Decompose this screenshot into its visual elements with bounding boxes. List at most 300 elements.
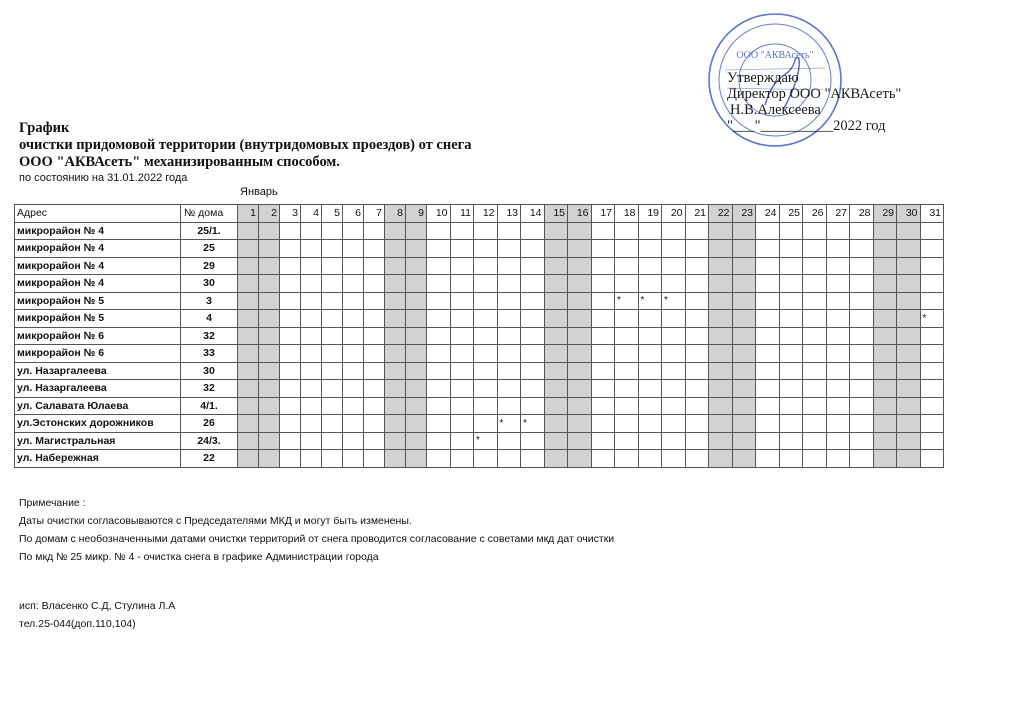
day-cell <box>850 292 874 310</box>
day-cell <box>259 397 280 415</box>
day-cell <box>385 432 406 450</box>
title-line-1: График <box>19 120 70 136</box>
notes-line-3: По мкд № 25 микр. № 4 - очистка снега в графике Администрации города <box>19 551 379 563</box>
title-line-2: очистки придомовой территории (внутридомовых проездов) от снега <box>19 137 472 153</box>
day-cell <box>756 292 780 310</box>
day-cell <box>450 397 474 415</box>
day-cell <box>638 450 662 468</box>
day-cell <box>450 415 474 433</box>
day-cell <box>591 275 615 293</box>
header-day: 23 <box>732 205 756 223</box>
day-cell <box>756 310 780 328</box>
day-cell <box>920 240 944 258</box>
day-cell <box>920 345 944 363</box>
day-cell <box>301 310 322 328</box>
day-cell <box>301 222 322 240</box>
day-cell <box>301 327 322 345</box>
day-cell <box>322 327 343 345</box>
day-cell <box>803 432 827 450</box>
day-cell <box>920 450 944 468</box>
day-cell <box>385 380 406 398</box>
day-cell <box>406 222 427 240</box>
day-cell <box>521 380 545 398</box>
day-cell <box>280 397 301 415</box>
header-day: 27 <box>826 205 850 223</box>
day-cell <box>544 432 568 450</box>
day-cell <box>343 362 364 380</box>
day-cell <box>850 415 874 433</box>
day-cell <box>322 310 343 328</box>
day-cell <box>615 327 639 345</box>
header-day: 14 <box>521 205 545 223</box>
day-cell <box>322 275 343 293</box>
document-title <box>19 120 471 184</box>
house-number-cell: 25/1. <box>181 222 238 240</box>
day-cell <box>803 327 827 345</box>
header-day: 6 <box>343 205 364 223</box>
day-cell <box>568 415 592 433</box>
day-cell <box>238 275 259 293</box>
day-cell <box>521 327 545 345</box>
day-cell <box>897 362 921 380</box>
address-cell: ул. Назаргалеева <box>15 362 181 380</box>
day-cell <box>364 327 385 345</box>
day-cell <box>406 415 427 433</box>
day-cell <box>756 275 780 293</box>
header-day: 8 <box>385 205 406 223</box>
day-cell <box>803 292 827 310</box>
day-cell <box>779 380 803 398</box>
day-cell <box>873 292 897 310</box>
header-day: 18 <box>615 205 639 223</box>
day-cell <box>322 432 343 450</box>
approval-block <box>727 70 901 134</box>
day-cell <box>497 362 521 380</box>
day-cell <box>803 397 827 415</box>
day-cell <box>544 362 568 380</box>
day-cell <box>638 327 662 345</box>
day-cell <box>238 397 259 415</box>
day-cell <box>568 240 592 258</box>
table-row <box>15 275 944 293</box>
day-cell <box>897 397 921 415</box>
house-number-cell: 4/1. <box>181 397 238 415</box>
day-cell <box>301 345 322 363</box>
day-cell <box>850 380 874 398</box>
day-cell <box>756 362 780 380</box>
day-cell <box>544 327 568 345</box>
header-day: 17 <box>591 205 615 223</box>
house-number-cell: 29 <box>181 257 238 275</box>
day-cell <box>920 257 944 275</box>
cleaning-mark-cell: * <box>638 292 662 310</box>
day-cell <box>709 240 733 258</box>
day-cell <box>544 257 568 275</box>
day-cell <box>544 345 568 363</box>
month-label: Январь <box>240 186 278 198</box>
address-cell: микрорайон № 5 <box>15 310 181 328</box>
header-day: 1 <box>238 205 259 223</box>
day-cell <box>385 415 406 433</box>
day-cell <box>638 397 662 415</box>
day-cell <box>638 222 662 240</box>
day-cell <box>343 240 364 258</box>
day-cell <box>591 450 615 468</box>
day-cell <box>406 345 427 363</box>
day-cell <box>732 415 756 433</box>
address-cell: микрорайон № 4 <box>15 240 181 258</box>
day-cell <box>497 397 521 415</box>
day-cell <box>779 327 803 345</box>
day-cell <box>450 450 474 468</box>
day-cell <box>364 432 385 450</box>
day-cell <box>662 415 686 433</box>
day-cell <box>732 327 756 345</box>
day-cell <box>826 345 850 363</box>
day-cell <box>497 310 521 328</box>
day-cell <box>638 240 662 258</box>
day-cell <box>662 380 686 398</box>
day-cell <box>406 310 427 328</box>
day-cell <box>474 275 498 293</box>
header-day: 22 <box>709 205 733 223</box>
day-cell <box>685 275 709 293</box>
approval-date-line: "___"__________2022 год <box>727 118 886 134</box>
address-cell: ул. Магистральная <box>15 432 181 450</box>
day-cell <box>826 257 850 275</box>
day-cell <box>756 415 780 433</box>
cleaning-mark-cell: * <box>497 415 521 433</box>
day-cell <box>280 240 301 258</box>
day-cell <box>873 362 897 380</box>
day-cell <box>873 240 897 258</box>
header-day: 5 <box>322 205 343 223</box>
day-cell <box>591 257 615 275</box>
day-cell <box>364 257 385 275</box>
day-cell <box>803 450 827 468</box>
day-cell <box>544 310 568 328</box>
header-day: 25 <box>779 205 803 223</box>
day-cell <box>638 257 662 275</box>
executor-names: исп: Власенко С.Д, Стулина Л.А <box>19 600 176 612</box>
day-cell <box>779 310 803 328</box>
day-cell <box>568 222 592 240</box>
day-cell <box>427 397 451 415</box>
day-cell <box>280 415 301 433</box>
day-cell <box>427 450 451 468</box>
day-cell <box>873 397 897 415</box>
day-cell <box>779 450 803 468</box>
day-cell <box>497 432 521 450</box>
day-cell <box>259 345 280 363</box>
day-cell <box>322 362 343 380</box>
day-cell <box>280 292 301 310</box>
day-cell <box>615 450 639 468</box>
day-cell <box>638 380 662 398</box>
day-cell <box>826 432 850 450</box>
day-cell <box>343 292 364 310</box>
notes-block <box>19 494 614 566</box>
day-cell <box>920 362 944 380</box>
day-cell <box>685 362 709 380</box>
day-cell <box>521 432 545 450</box>
day-cell <box>474 222 498 240</box>
day-cell <box>873 327 897 345</box>
day-cell <box>873 380 897 398</box>
day-cell <box>343 432 364 450</box>
day-cell <box>497 222 521 240</box>
day-cell <box>385 362 406 380</box>
day-cell <box>406 432 427 450</box>
address-cell: микрорайон № 4 <box>15 275 181 293</box>
day-cell <box>450 310 474 328</box>
day-cell <box>521 240 545 258</box>
day-cell <box>591 397 615 415</box>
notes-heading: Примечание : <box>19 497 86 509</box>
day-cell <box>406 327 427 345</box>
day-cell <box>385 222 406 240</box>
day-cell <box>662 257 686 275</box>
day-cell <box>301 450 322 468</box>
address-cell: ул. Салавата Юлаева <box>15 397 181 415</box>
day-cell <box>638 345 662 363</box>
house-number-cell: 4 <box>181 310 238 328</box>
day-cell <box>450 362 474 380</box>
day-cell <box>732 397 756 415</box>
day-cell <box>406 362 427 380</box>
day-cell <box>521 345 545 363</box>
day-cell <box>521 292 545 310</box>
day-cell <box>615 240 639 258</box>
day-cell <box>544 222 568 240</box>
house-number-cell: 32 <box>181 380 238 398</box>
house-number-cell: 3 <box>181 292 238 310</box>
day-cell <box>709 362 733 380</box>
day-cell <box>450 380 474 398</box>
day-cell <box>709 327 733 345</box>
day-cell <box>920 380 944 398</box>
table-row <box>15 222 944 240</box>
day-cell <box>343 222 364 240</box>
day-cell <box>238 345 259 363</box>
day-cell <box>238 240 259 258</box>
day-cell <box>897 292 921 310</box>
day-cell <box>897 240 921 258</box>
day-cell <box>850 275 874 293</box>
day-cell <box>756 327 780 345</box>
day-cell <box>301 415 322 433</box>
day-cell <box>850 222 874 240</box>
day-cell <box>897 310 921 328</box>
day-cell <box>568 397 592 415</box>
day-cell <box>568 345 592 363</box>
day-cell <box>280 327 301 345</box>
day-cell <box>685 380 709 398</box>
day-cell <box>685 222 709 240</box>
header-day: 9 <box>406 205 427 223</box>
header-house-number: № дома <box>181 205 238 223</box>
day-cell <box>343 275 364 293</box>
table-row <box>15 415 944 433</box>
day-cell <box>638 310 662 328</box>
day-cell <box>259 362 280 380</box>
day-cell <box>497 292 521 310</box>
day-cell <box>920 327 944 345</box>
day-cell <box>497 240 521 258</box>
day-cell <box>803 240 827 258</box>
day-cell <box>238 257 259 275</box>
day-cell <box>732 432 756 450</box>
day-cell <box>238 310 259 328</box>
cleaning-mark-cell: * <box>521 415 545 433</box>
day-cell <box>450 292 474 310</box>
address-cell: микрорайон № 5 <box>15 292 181 310</box>
day-cell <box>343 450 364 468</box>
day-cell <box>280 275 301 293</box>
day-cell <box>873 432 897 450</box>
day-cell <box>322 450 343 468</box>
day-cell <box>406 397 427 415</box>
header-day: 11 <box>450 205 474 223</box>
day-cell <box>756 257 780 275</box>
day-cell <box>322 397 343 415</box>
header-day: 19 <box>638 205 662 223</box>
day-cell <box>568 450 592 468</box>
day-cell <box>322 222 343 240</box>
day-cell <box>615 257 639 275</box>
day-cell <box>638 415 662 433</box>
day-cell <box>732 292 756 310</box>
day-cell <box>238 415 259 433</box>
day-cell <box>521 397 545 415</box>
schedule-table <box>14 204 944 468</box>
day-cell <box>897 222 921 240</box>
day-cell <box>615 222 639 240</box>
day-cell <box>364 362 385 380</box>
day-cell <box>779 257 803 275</box>
table-row <box>15 310 944 328</box>
day-cell <box>544 275 568 293</box>
day-cell <box>850 397 874 415</box>
day-cell <box>343 257 364 275</box>
day-cell <box>662 240 686 258</box>
table-header-row <box>15 205 944 223</box>
table-row <box>15 240 944 258</box>
day-cell <box>920 397 944 415</box>
day-cell <box>427 257 451 275</box>
day-cell <box>343 345 364 363</box>
day-cell <box>826 362 850 380</box>
day-cell <box>732 380 756 398</box>
day-cell <box>779 432 803 450</box>
day-cell <box>709 275 733 293</box>
day-cell <box>920 222 944 240</box>
day-cell <box>803 257 827 275</box>
day-cell <box>301 240 322 258</box>
day-cell <box>850 432 874 450</box>
day-cell <box>732 257 756 275</box>
day-cell <box>450 257 474 275</box>
day-cell <box>301 380 322 398</box>
address-cell: микрорайон № 4 <box>15 257 181 275</box>
day-cell <box>497 380 521 398</box>
day-cell <box>343 380 364 398</box>
header-day: 2 <box>259 205 280 223</box>
table-row <box>15 292 944 310</box>
day-cell <box>450 345 474 363</box>
day-cell <box>779 362 803 380</box>
day-cell <box>474 310 498 328</box>
day-cell <box>873 415 897 433</box>
header-address: Адрес <box>15 205 181 223</box>
day-cell <box>591 362 615 380</box>
day-cell <box>427 432 451 450</box>
day-cell <box>826 292 850 310</box>
day-cell <box>544 415 568 433</box>
day-cell <box>568 380 592 398</box>
day-cell <box>568 257 592 275</box>
day-cell <box>756 397 780 415</box>
day-cell <box>474 450 498 468</box>
day-cell <box>803 275 827 293</box>
day-cell <box>343 327 364 345</box>
table-row <box>15 380 944 398</box>
day-cell <box>322 415 343 433</box>
cleaning-mark-cell: * <box>615 292 639 310</box>
day-cell <box>406 240 427 258</box>
header-day: 26 <box>803 205 827 223</box>
approval-line-3: Н.В.Алексеева <box>730 102 821 118</box>
day-cell <box>521 310 545 328</box>
day-cell <box>709 397 733 415</box>
stamp-text: ООО "АКВАсеть" <box>736 50 814 61</box>
day-cell <box>803 415 827 433</box>
day-cell <box>709 310 733 328</box>
day-cell <box>280 345 301 363</box>
day-cell <box>920 275 944 293</box>
day-cell <box>385 275 406 293</box>
day-cell <box>709 257 733 275</box>
day-cell <box>301 362 322 380</box>
day-cell <box>850 257 874 275</box>
day-cell <box>826 310 850 328</box>
day-cell <box>591 310 615 328</box>
day-cell <box>301 257 322 275</box>
header-day: 16 <box>568 205 592 223</box>
day-cell <box>280 432 301 450</box>
day-cell <box>427 415 451 433</box>
address-cell: микрорайон № 4 <box>15 222 181 240</box>
day-cell <box>591 222 615 240</box>
day-cell <box>662 327 686 345</box>
day-cell <box>450 432 474 450</box>
day-cell <box>427 275 451 293</box>
day-cell <box>615 415 639 433</box>
day-cell <box>364 450 385 468</box>
day-cell <box>238 362 259 380</box>
address-cell: ул. Набережная <box>15 450 181 468</box>
day-cell <box>427 222 451 240</box>
day-cell <box>301 397 322 415</box>
day-cell <box>897 345 921 363</box>
day-cell <box>238 222 259 240</box>
day-cell <box>897 257 921 275</box>
day-cell <box>450 275 474 293</box>
day-cell <box>474 257 498 275</box>
table-row <box>15 257 944 275</box>
day-cell <box>544 240 568 258</box>
day-cell <box>406 257 427 275</box>
